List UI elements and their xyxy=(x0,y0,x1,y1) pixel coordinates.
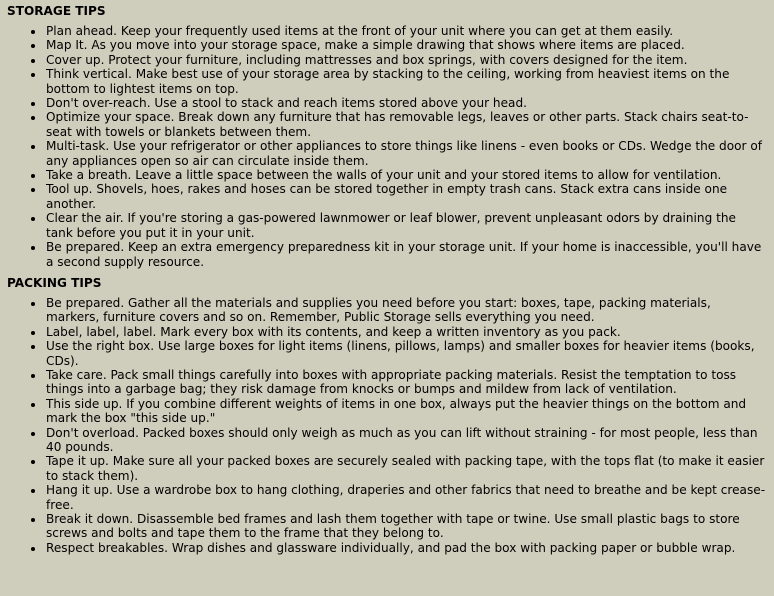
storage-tip-item: • Multi-task. Use your refrigerator or other appliances to store things like linens - even books or CDs. Wedge the door of any appliances open so air can circulate inside them. xyxy=(45,139,766,168)
packing-tip-item: • Tape it up. Make sure all your packed boxes are securely sealed with packing tape, with the tops flat (to make it easier to stack them). xyxy=(45,454,766,483)
packing-tip-item: • Respect breakables. Wrap dishes and glassware individually, and pad the box with packing paper or bubble wrap. xyxy=(45,541,766,555)
packing-tip-item: • Take care. Pack small things carefully into boxes with appropriate packing materials. Resist the temptation to toss things into a garbage bag; they risk damage from knocks or bumps and mildew from lack of ventilation. xyxy=(45,368,766,397)
packing-tip-item: • Don't overload. Packed boxes should only weigh as much as you can lift without straining - for most people, less than 40 pounds. xyxy=(45,426,766,455)
storage-tip-item: • Tool up. Shovels, hoes, rakes and hoses can be stored together in empty trash cans. Stack extra cans inside one another. xyxy=(45,182,766,211)
storage-tip-item: • Cover up. Protect your furniture, including mattresses and box springs, with covers designed for the item. xyxy=(45,53,766,67)
packing-tip-item: • Use the right box. Use large boxes for light items (linens, pillows, lamps) and smaller boxes for heavier items (books, CDs). xyxy=(45,339,766,368)
storage-tip-item: • Clear the air. If you're storing a gas-powered lawnmower or leaf blower, prevent unpleasant odors by draining the tank before you put it in your unit. xyxy=(45,211,766,240)
packing-tip-item: • This side up. If you combine different weights of items in one box, always put the heavier things on the bottom and mark the box "this side up." xyxy=(45,397,766,426)
storage-tip-item: • Be prepared. Keep an extra emergency preparedness kit in your storage unit. If your home is inaccessible, you'll have a second supply resource. xyxy=(45,240,766,269)
storage-tips-heading: STORAGE TIPS xyxy=(7,4,106,18)
storage-tip-item: • Don't over-reach. Use a stool to stack and reach items stored above your head. xyxy=(45,96,766,110)
packing-tip-item: • Break it down. Disassemble bed frames and lash them together with tape or twine. Use small plastic bags to store screws and bolts and tape them to the frame that they belong to. xyxy=(45,512,766,541)
packing-tip-item: • Be prepared. Gather all the materials and supplies you need before you start: boxes, tape, packing materials, markers, furniture covers and so on. Remember, Public Storage sells everything you need. xyxy=(45,296,766,325)
packing-tip-item: • Label, label, label. Mark every box with its contents, and keep a written inventory as you pack. xyxy=(45,325,766,339)
storage-tip-item: • Plan ahead. Keep your frequently used items at the front of your unit where you can get at them easily. xyxy=(45,24,766,38)
storage-tip-item: • Take a breath. Leave a little space between the walls of your unit and your stored items to allow for ventilation. xyxy=(45,168,766,182)
storage-tip-item: • Optimize your space. Break down any furniture that has removable legs, leaves or other parts. Stack chairs seat-to-seat with towels or blankets between them. xyxy=(45,110,766,139)
packing-tips-list xyxy=(7,296,766,555)
storage-tips-list xyxy=(7,24,766,269)
packing-tips-heading: PACKING TIPS xyxy=(7,275,102,290)
storage-tip-item: • Map It. As you move into your storage space, make a simple drawing that shows where items are placed. xyxy=(45,38,766,52)
packing-tip-item: • Hang it up. Use a wardrobe box to hang clothing, draperies and other fabrics that need to breathe and be kept crease-free. xyxy=(45,483,766,512)
storage-tip-item: • Think vertical. Make best use of your storage area by stacking to the ceiling, working from heaviest items on the bottom to lightest items on top. xyxy=(45,67,766,96)
